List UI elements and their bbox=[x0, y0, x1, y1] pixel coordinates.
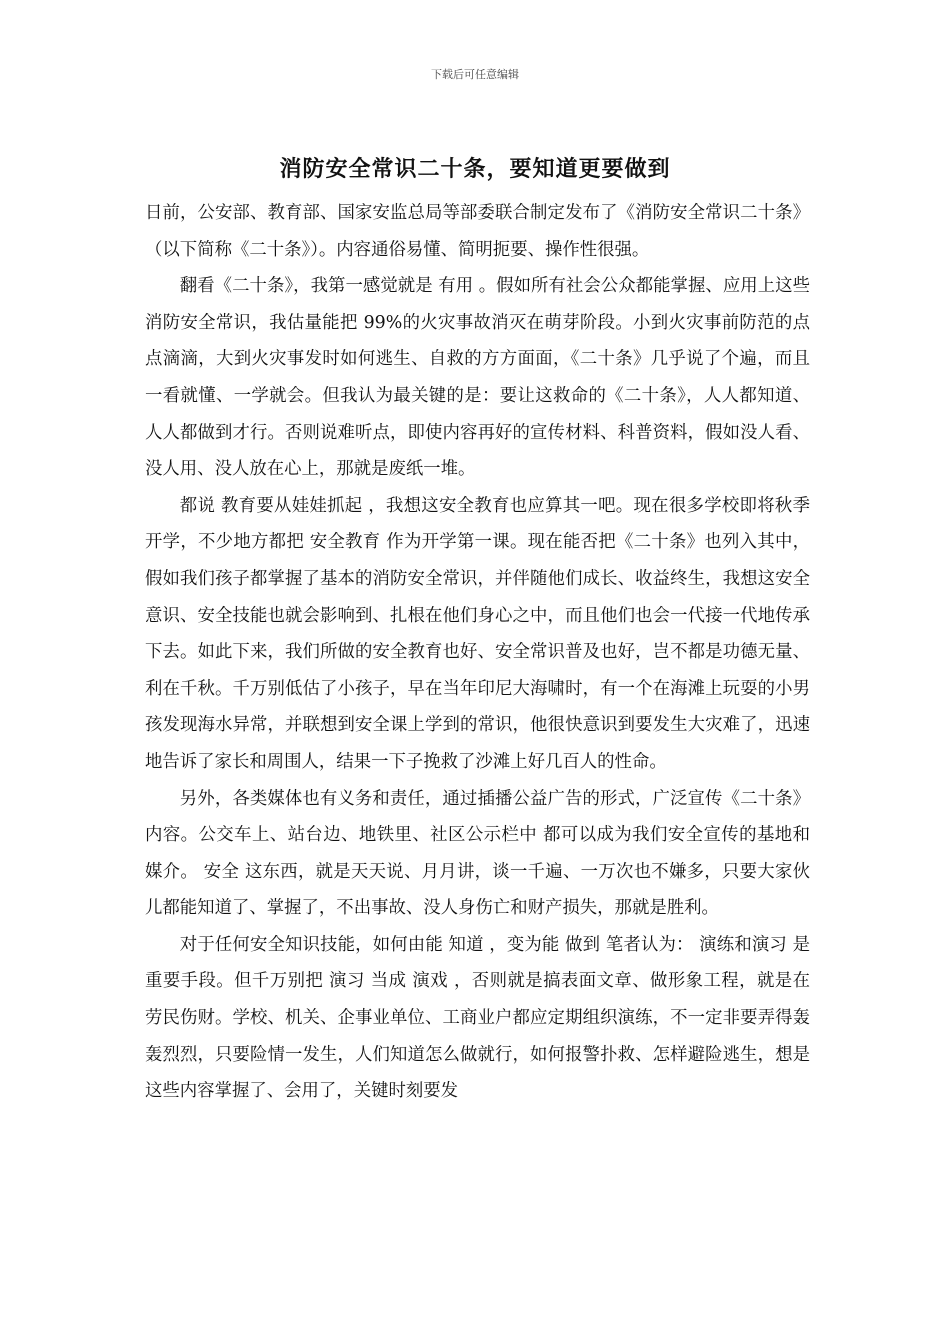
paragraph: 另外，各类媒体也有义务和责任，通过插播公益广告的形式，广泛宣传《二十条》内容。公交车上、站台边、地铁里、社区公示栏中 都可以成为我们安全宣传的基地和媒介。 安全 这东西，就是天天说、月月讲，谈一千遍、一万次也不嫌多，只要大家伙儿都能知道了、掌握了，不出事故、没人身伤亡和财产损失，那就是胜利。 bbox=[145, 788, 810, 919]
paragraph-intro: 日前，公安部、教育部、国家安监总局等部委联合制定发布了《消防安全常识二十条》（以下简称《二十条》）。内容通俗易懂、简明扼要、操作性很强。 bbox=[145, 203, 810, 260]
header-note: 下载后可任意编辑 bbox=[431, 68, 519, 81]
document-body bbox=[145, 195, 810, 1110]
paragraph: 翻看《二十条》，我第一感觉就是 有用 。假如所有社会公众都能掌握、应用上这些消防安全常识，我估量能把 99%的火灾事故消灭在萌芽阶段。小到火灾事前防范的点点滴滴，大到火灾事发时如何逃生、自救的方方面面，《二十条》几乎说了个遍，而且一看就懂、一学就会。但我认为最关键的是：要让这救命的《二十条》，人人都知道、人人都做到才行。否则说难听点，即使内容再好的宣传材料、科普资料，假如没人看、没人用、没人放在心上，那就是废纸一堆。 bbox=[145, 276, 810, 480]
paragraph: 对于任何安全知识技能，如何由能 知道 ，变为能 做到 笔者认为： 演练和演习 是重要手段。但千万别把 演习 当成 演戏 ，否则就是搞表面文章、做形象工程，就是在劳民伤财。学校、机关、企事业单位、工商业户都应定期组织演练，不一定非要弄得轰轰烈烈，只要险情一发生，人们知道怎么做就行，如何报警扑救、怎样避险逃生，想是这些内容掌握了、会用了，关键时刻要发 bbox=[145, 934, 810, 1102]
paragraph: 都说 教育要从娃娃抓起 ，我想这安全教育也应算其一吧。现在很多学校即将秋季开学，不少地方都把 安全教育 作为开学第一课。现在能否把《二十条》也列入其中，假如我们孩子都掌握了基本的消防安全常识，并伴随他们成长、收益终生，我想这安全意识、安全技能也就会影响到、扎根在他们身心之中，而且他们也会一代接一代地传承下去。如此下来，我们所做的安全教育也好、安全常识普及也好，岂不都是功德无量、利在千秋。千万别低估了小孩子，早在当年印尼大海啸时，有一个在海滩上玩耍的小男孩发现海水异常，并联想到安全课上学到的常识，他很快意识到要发生大灾难了，迅速地告诉了家长和周围人，结果一下子挽救了沙滩上好几百人的性命。 bbox=[145, 495, 810, 772]
document-title: 消防安全常识二十条，要知道更要做到 bbox=[279, 156, 671, 182]
